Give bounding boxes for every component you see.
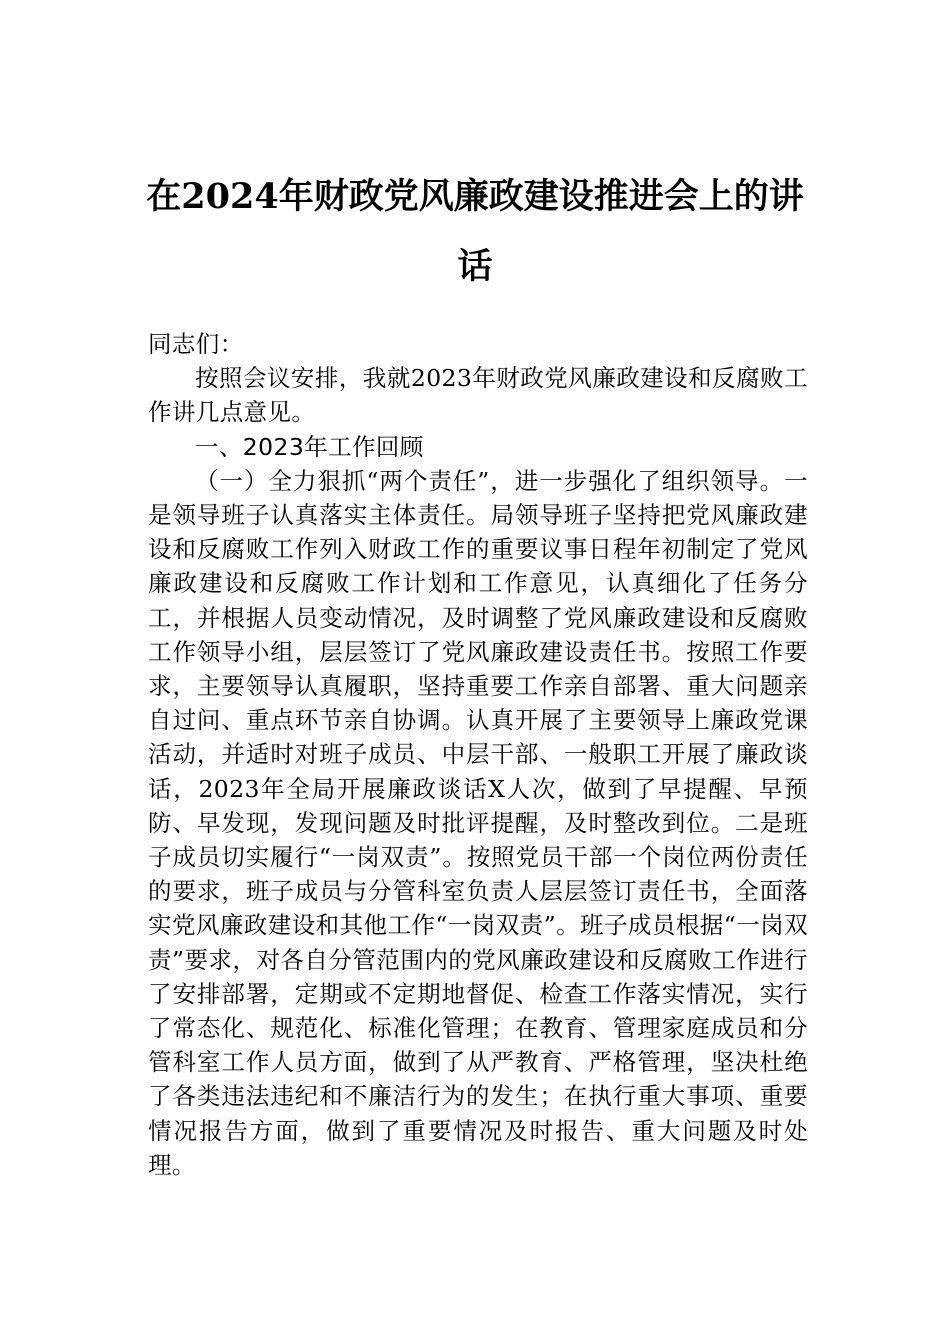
salutation: 同志们： [148, 330, 244, 358]
document-title: 在2024年财政党风廉政建设推进会上的讲话 [146, 176, 804, 287]
intro-paragraph: 按照会议安排，我就2023年财政党风廉政建设和反腐败工作讲几点意见。 [148, 364, 808, 427]
document-body [148, 327, 808, 1182]
body-paragraph: （一）全力狠抓“两个责任”，进一步强化了组织领导。一是领导班子认真落实主体责任。局领导班子坚持把党风廉政建设和反腐败工作列入财政工作的重要议事日程年初制定了党风廉政建设和反腐败工作计划和工作意见，认真细化了任务分工，并根据人员变动情况，及时调整了党风廉政建设和反腐败工作领导小组，层层签订了党风廉政建设责任书。按照工作要求，主要领导认真履职，坚持重要工作亲自部署、重大问题亲自过问、重点环节亲自协调。认真开展了主要领导上廉政党课活动，并适时对班子成员、中层干部、一般职工开展了廉政谈话，2023年全局开展廉政谈话X人次，做到了早提醒、早预防、早发现，发现问题及时批评提醒，及时整改到位。二是班子成员切实履行“一岗双责”。按照党员干部一个岗位两份责任的要求，班子成员与分管科室负责人层层签订责任书，全面落实党风廉政建设和其他工作“一岗双责”。班子成员根据“一岗双责”要求，对各自分管范围内的党风廉政建设和反腐败工作进行了安排部署，定期或不定期地督促、检查工作落实情况，实行了常态化、规范化、标准化管理；在教育、管理家庭成员和分管科室工作人员方面，做到了从严教育、严格管理，坚决杜绝了各类违法违纪和不廉洁行为的发生；在执行重大事项、重要情况报告方面，做到了重要情况及时报告、重大问题及时处理。 [148, 466, 808, 1179]
section-heading: 一、2023年工作回顾 [195, 432, 424, 461]
